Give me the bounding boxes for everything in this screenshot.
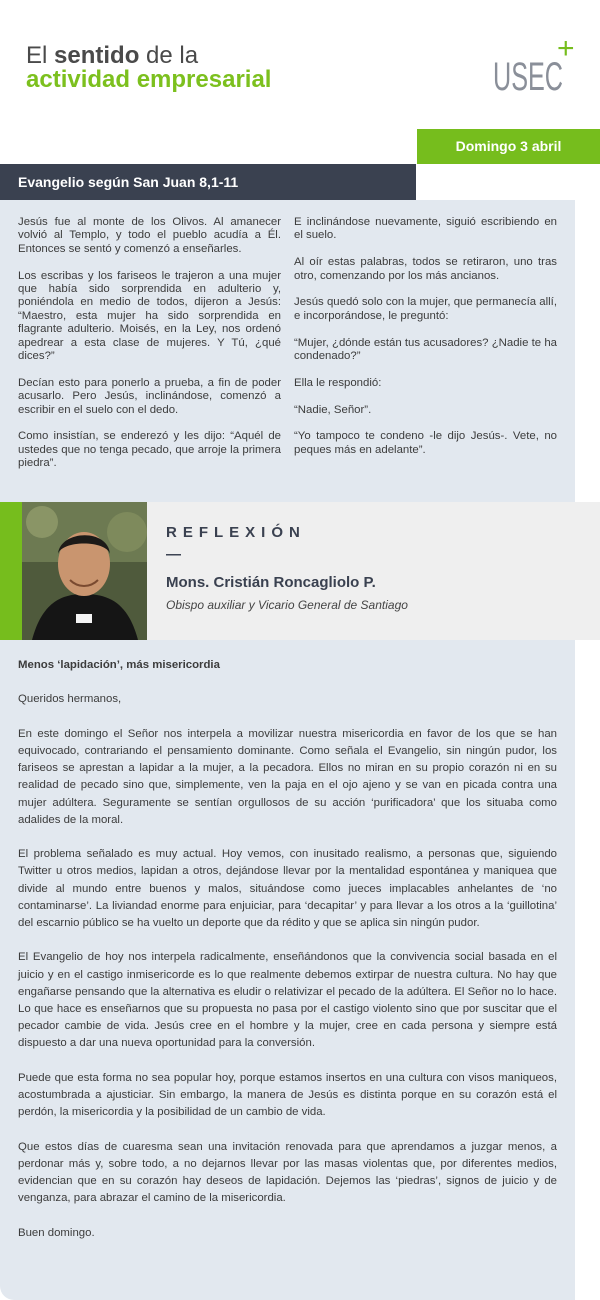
logo-text: USEC — [493, 55, 563, 98]
gospel-paragraph: Los escribas y los fariseos le trajeron a una mujer que había sido sorprendida en adulterio y, poniéndola en medio de todos, dijeron a Jesús: “Maestro, esta mujer ha sido sorprendida en flagrante adulterio. Moisés, en la Ley, nos ordenó apedrear a esta clase de mujeres. Y Tú, ¿qué dices?” — [18, 269, 281, 363]
reflection-label: REFLEXIÓN — [166, 524, 306, 541]
gospel-paragraph: “Nadie, Señor”. — [294, 403, 372, 416]
header — [0, 0, 600, 130]
gospel-paragraph: Ella le respondió: — [294, 376, 382, 389]
gospel-paragraph: Jesús quedó solo con la mujer, que permanecía allí, e incorporándose, le preguntó: — [294, 296, 557, 322]
date-badge: Domingo 3 abril — [417, 129, 600, 164]
page-title — [26, 44, 271, 92]
gospel-right-column — [294, 216, 557, 471]
reflection-dash: — — [166, 546, 181, 563]
gospel-paragraph: E inclinándose nuevamente, siguió escribiendo en el suelo. — [294, 216, 557, 242]
author-photo — [22, 502, 147, 640]
article-heading: Menos ‘lapidación’, más misericordia — [18, 659, 220, 671]
article-paragraph: En este domingo el Señor nos interpela a movilizar nuestra misericordia en favor de los que se han equivocado, contrariando el pensamiento dominante. Como señala el Evangelio, sin ningún pudor, los fariseos se aprestan a lapidar a la mujer, a la pecadora. Ellos no miran en su propio corazón ni en su realidad de pecado sino que, simplemente, ven la paja en el ojo ajeno y se van en picada contra una mujer adúltera. Seguramente se sentían orgullosos de su acción ‘purificadora’ que los situaba como adalides de la moral. — [18, 727, 557, 826]
gospel-paragraph: Jesús fue al monte de los Olivos. Al amanecer volvió al Templo, y todo el pueblo acudía a Él. Entonces se sentó y comenzó a enseñarles. — [18, 216, 281, 255]
title-bold-part: sentido — [54, 42, 140, 69]
gospel-paragraph: Al oír estas palabras, todos se retiraron, uno tras otro, comenzando por los más ancianos. — [294, 256, 557, 282]
gospel-paragraph: “Yo tampoco te condeno -le dijo Jesús-. Vete, no peques más en adelante”. — [294, 430, 557, 456]
article-paragraph: Que estos días de cuaresma sean una invitación renovada para que aprendamos a juzgar menos, a perdonar más y, sobre todo, a no dejarnos llevar por las masas violentas que, por diferentes medios, evidencian que en su corazón hay deseos de lapidación. Dejemos las ‘piedras’, signos de juicio y de venganza, para abrazar el camino de la misericordia. — [18, 1140, 557, 1205]
article-paragraph: El problema señalado es muy actual. Hoy vemos, con inusitado realismo, a personas que, siguiendo Twitter u otros medios, lapidan a otros, dejándose llevar por la mentalidad espontánea y maniquea que divide al mundo entre buenos y malos, situándose como jueces implacables anhelantes de ‘no contaminarse’. La liviandad enorme para enjuiciar, para ‘decapitar’ y para llevar a los otros a la ‘guillotina’ del escarnio público se ha vuelto un deporte que da rédito y que se aplica sin ningún pudor. — [18, 848, 557, 929]
article-panel — [0, 640, 575, 1300]
article-paragraph: Buen domingo. — [18, 1226, 95, 1239]
gospel-paragraph: Como insistían, se enderezó y les dijo: “Aquél de ustedes que no tenga pecado, que arroje la primera piedra”. — [18, 430, 281, 470]
reflection-banner — [0, 502, 600, 640]
gospel-paragraph: “Mujer, ¿dónde están tus acusadores? ¿Nadie te ha condenado?” — [294, 336, 557, 363]
gospel-paragraph: Decían esto para ponerlo a prueba, a fin de poder acusarlo. Pero Jesús, inclinándose, comenzó a escribir en el suelo con el dedo. — [18, 376, 281, 416]
article-body — [18, 657, 557, 1259]
gospel-left-column — [18, 216, 281, 484]
author-role: Obispo auxiliar y Vicario General de Santiago — [166, 598, 408, 612]
title-part: de la — [139, 42, 199, 69]
title-part: El — [26, 42, 55, 69]
usec-logo — [493, 36, 579, 98]
author-name: Mons. Cristián Roncagliolo P. — [166, 574, 376, 591]
article-paragraph: Puede que esta forma no sea popular hoy, porque estamos insertos en una cultura con visos maniqueos, acostumbrada a ajusticiar. Sin embargo, la manera de Jesús es distinta porque en su corazón está el perdón, la misericordia y la posibilidad de un cambio de vida. — [18, 1071, 557, 1119]
gospel-heading: Evangelio según San Juan 8,1-11 — [0, 164, 416, 200]
logo-plus: + — [557, 36, 575, 65]
article-paragraph: El Evangelio de hoy nos interpela radicalmente, enseñándonos que la convivencia social basada en el juicio y en el castigo inmisericorde es lo que realmente debemos extirpar de nuestra cultura. No hay que engañarse pensando que la alternativa es eludir o relativizar el pecado de la adúltera. El Señor no lo hace. Lo que hace es enseñarnos que su propuesta no pasa por el castigo violento sino que por suscitar que el pecador cambie de vida. Jesús cree en el hombre y la mujer, cree en cada persona y siempre está dispuesto a dar una nueva oportunidad para la conversión. — [18, 951, 557, 1050]
accent-bar — [0, 502, 22, 640]
gospel-panel — [0, 200, 575, 502]
article-paragraph: Queridos hermanos, — [18, 693, 122, 706]
title-green-line: actividad empresarial — [26, 66, 272, 93]
